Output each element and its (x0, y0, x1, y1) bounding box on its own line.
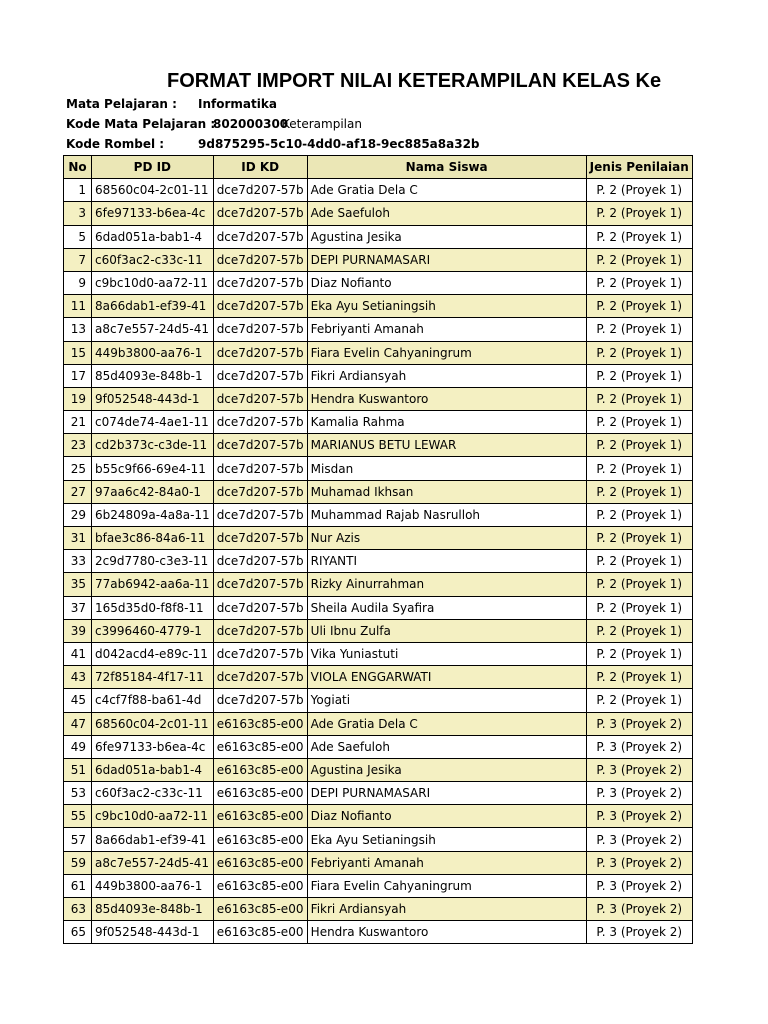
table-row (64, 550, 693, 573)
cell-no[interactable]: 15 (64, 341, 92, 364)
cell-jenis-penilaian[interactable]: P. 2 (Proyek 1) (586, 666, 692, 689)
table-row (64, 573, 693, 596)
cell-pd-id[interactable]: 9f052548-443d-1 (92, 921, 214, 944)
cell-pd-id[interactable]: 8a66dab1-ef39-41 (92, 828, 214, 851)
cell-no[interactable]: 25 (64, 457, 92, 480)
cell-pd-id[interactable]: 6dad051a-bab1-4 (92, 225, 214, 248)
cell-id-kd[interactable]: dce7d207-57b (213, 295, 307, 318)
cell-jenis-penilaian[interactable]: P. 2 (Proyek 1) (586, 550, 692, 573)
cell-no[interactable]: 5 (64, 225, 92, 248)
cell-pd-id[interactable]: 8a66dab1-ef39-41 (92, 295, 214, 318)
cell-pd-id[interactable]: 6dad051a-bab1-4 (92, 758, 214, 781)
cell-jenis-penilaian[interactable]: P. 2 (Proyek 1) (586, 573, 692, 596)
cell-jenis-penilaian[interactable]: P. 2 (Proyek 1) (586, 271, 692, 294)
cell-jenis-penilaian[interactable]: P. 2 (Proyek 1) (586, 503, 692, 526)
cell-no[interactable]: 31 (64, 527, 92, 550)
cell-jenis-penilaian[interactable]: P. 3 (Proyek 2) (586, 712, 692, 735)
cell-nama-siswa[interactable]: Hendra Kuswantoro (307, 921, 586, 944)
cell-id-kd[interactable]: dce7d207-57b (213, 318, 307, 341)
cell-no[interactable]: 29 (64, 503, 92, 526)
cell-id-kd[interactable]: dce7d207-57b (213, 179, 307, 202)
cell-nama-siswa[interactable]: Ade Gratia Dela C (307, 179, 586, 202)
cell-no[interactable]: 37 (64, 596, 92, 619)
cell-id-kd[interactable]: dce7d207-57b (213, 364, 307, 387)
cell-no[interactable]: 59 (64, 851, 92, 874)
cell-no[interactable]: 21 (64, 411, 92, 434)
table-row (64, 689, 693, 712)
cell-nama-siswa[interactable]: Ade Saefuloh (307, 202, 586, 225)
cell-jenis-penilaian[interactable]: P. 2 (Proyek 1) (586, 689, 692, 712)
cell-jenis-penilaian[interactable]: P. 2 (Proyek 1) (586, 596, 692, 619)
table-header-row (64, 156, 693, 179)
cell-jenis-penilaian[interactable]: P. 2 (Proyek 1) (586, 619, 692, 642)
cell-no[interactable]: 61 (64, 874, 92, 897)
cell-jenis-penilaian[interactable]: P. 3 (Proyek 2) (586, 758, 692, 781)
cell-pd-id[interactable]: 449b3800-aa76-1 (92, 341, 214, 364)
cell-nama-siswa[interactable]: Sheila Audila Syafira (307, 596, 586, 619)
cell-pd-id[interactable]: c4cf7f88-ba61-4d (92, 689, 214, 712)
mapel-value: Informatika (198, 97, 277, 111)
cell-id-kd[interactable]: dce7d207-57b (213, 642, 307, 665)
cell-pd-id[interactable]: d042acd4-e89c-11 (92, 642, 214, 665)
cell-pd-id[interactable]: c3996460-4779-1 (92, 619, 214, 642)
cell-id-kd[interactable]: dce7d207-57b (213, 550, 307, 573)
cell-pd-id[interactable]: 9f052548-443d-1 (92, 387, 214, 410)
cell-id-kd[interactable]: dce7d207-57b (213, 202, 307, 225)
cell-nama-siswa[interactable]: Hendra Kuswantoro (307, 387, 586, 410)
cell-jenis-penilaian[interactable]: P. 2 (Proyek 1) (586, 411, 692, 434)
cell-jenis-penilaian[interactable]: P. 2 (Proyek 1) (586, 295, 692, 318)
page-title: FORMAT IMPORT NILAI KETERAMPILAN KELAS Ke (167, 70, 662, 92)
col-header-nama-siswa: Nama Siswa (307, 156, 586, 179)
table-row (64, 619, 693, 642)
cell-pd-id[interactable]: 85d4093e-848b-1 (92, 364, 214, 387)
cell-nama-siswa[interactable]: Ade Gratia Dela C (307, 712, 586, 735)
cell-pd-id[interactable]: c60f3ac2-c33c-11 (92, 782, 214, 805)
cell-jenis-penilaian[interactable]: P. 2 (Proyek 1) (586, 434, 692, 457)
cell-no[interactable]: 51 (64, 758, 92, 781)
cell-jenis-penilaian[interactable]: P. 2 (Proyek 1) (586, 179, 692, 202)
cell-nama-siswa[interactable]: Eka Ayu Setianingsih (307, 828, 586, 851)
cell-no[interactable]: 33 (64, 550, 92, 573)
rombel-value: 9d875295-5c10-4dd0-af18-9ec885a8a32b (198, 137, 480, 151)
cell-nama-siswa[interactable]: Fikri Ardiansyah (307, 898, 586, 921)
cell-nama-siswa[interactable]: RIYANTI (307, 550, 586, 573)
cell-jenis-penilaian[interactable]: P. 3 (Proyek 2) (586, 851, 692, 874)
cell-jenis-penilaian[interactable]: P. 3 (Proyek 2) (586, 805, 692, 828)
cell-id-kd[interactable]: dce7d207-57b (213, 434, 307, 457)
cell-id-kd[interactable]: dce7d207-57b (213, 619, 307, 642)
cell-pd-id[interactable]: cd2b373c-c3de-11 (92, 434, 214, 457)
cell-no[interactable]: 9 (64, 271, 92, 294)
cell-pd-id[interactable]: 2c9d7780-c3e3-11 (92, 550, 214, 573)
cell-id-kd[interactable]: e6163c85-e00 (213, 712, 307, 735)
cell-pd-id[interactable]: c60f3ac2-c33c-11 (92, 248, 214, 271)
cell-jenis-penilaian[interactable]: P. 3 (Proyek 2) (586, 874, 692, 897)
cell-no[interactable]: 53 (64, 782, 92, 805)
cell-jenis-penilaian[interactable]: P. 2 (Proyek 1) (586, 527, 692, 550)
cell-nama-siswa[interactable]: Febriyanti Amanah (307, 318, 586, 341)
cell-nama-siswa[interactable]: Yogiati (307, 689, 586, 712)
cell-id-kd[interactable]: dce7d207-57b (213, 503, 307, 526)
cell-pd-id[interactable]: 6fe97133-b6ea-4c (92, 202, 214, 225)
cell-no[interactable]: 27 (64, 480, 92, 503)
cell-no[interactable]: 41 (64, 642, 92, 665)
meta-kode-mapel (66, 116, 362, 132)
cell-pd-id[interactable]: 165d35d0-f8f8-11 (92, 596, 214, 619)
cell-id-kd[interactable]: dce7d207-57b (213, 341, 307, 364)
cell-no[interactable]: 55 (64, 805, 92, 828)
table-row (64, 225, 693, 248)
cell-nama-siswa[interactable]: Muhammad Rajab Nasrulloh (307, 503, 586, 526)
col-header-id-kd: ID KD (213, 156, 307, 179)
cell-pd-id[interactable]: 77ab6942-aa6a-11 (92, 573, 214, 596)
cell-jenis-penilaian[interactable]: P. 2 (Proyek 1) (586, 642, 692, 665)
cell-pd-id[interactable]: c9bc10d0-aa72-11 (92, 271, 214, 294)
cell-nama-siswa[interactable]: MARIANUS BETU LEWAR (307, 434, 586, 457)
cell-jenis-penilaian[interactable]: P. 2 (Proyek 1) (586, 364, 692, 387)
cell-id-kd[interactable]: dce7d207-57b (213, 480, 307, 503)
cell-pd-id[interactable]: c9bc10d0-aa72-11 (92, 805, 214, 828)
table-row (64, 805, 693, 828)
cell-nama-siswa[interactable]: Uli Ibnu Zulfa (307, 619, 586, 642)
table-row (64, 851, 693, 874)
cell-pd-id[interactable]: c074de74-4ae1-11 (92, 411, 214, 434)
table-row (64, 179, 693, 202)
cell-jenis-penilaian[interactable]: P. 2 (Proyek 1) (586, 248, 692, 271)
cell-nama-siswa[interactable]: DEPI PURNAMASARI (307, 782, 586, 805)
cell-nama-siswa[interactable]: Vika Yuniastuti (307, 642, 586, 665)
kode-mapel-value: 802000300 (213, 117, 289, 131)
cell-pd-id[interactable]: bfae3c86-84a6-11 (92, 527, 214, 550)
cell-pd-id[interactable]: 449b3800-aa76-1 (92, 874, 214, 897)
cell-nama-siswa[interactable]: Diaz Nofianto (307, 805, 586, 828)
cell-nama-siswa[interactable]: DEPI PURNAMASARI (307, 248, 586, 271)
table-row (64, 503, 693, 526)
cell-id-kd[interactable]: e6163c85-e00 (213, 874, 307, 897)
table-row (64, 712, 693, 735)
table-row (64, 271, 693, 294)
col-header-pd-id: PD ID (92, 156, 214, 179)
cell-no[interactable]: 57 (64, 828, 92, 851)
cell-nama-siswa[interactable]: Ade Saefuloh (307, 735, 586, 758)
cell-id-kd[interactable]: e6163c85-e00 (213, 828, 307, 851)
table-row (64, 387, 693, 410)
cell-jenis-penilaian[interactable]: P. 2 (Proyek 1) (586, 480, 692, 503)
table-row (64, 527, 693, 550)
table-row (64, 666, 693, 689)
cell-id-kd[interactable]: dce7d207-57b (213, 666, 307, 689)
cell-pd-id[interactable]: 68560c04-2c01-11 (92, 179, 214, 202)
cell-no[interactable]: 39 (64, 619, 92, 642)
cell-id-kd[interactable]: e6163c85-e00 (213, 805, 307, 828)
cell-no[interactable]: 17 (64, 364, 92, 387)
kode-mapel-label: Kode Mata Pelajaran : (66, 117, 216, 131)
cell-nama-siswa[interactable]: Rizky Ainurrahman (307, 573, 586, 596)
table-row (64, 921, 693, 944)
cell-nama-siswa[interactable]: Febriyanti Amanah (307, 851, 586, 874)
cell-jenis-penilaian[interactable]: P. 3 (Proyek 2) (586, 828, 692, 851)
col-header-no: No (64, 156, 92, 179)
cell-no[interactable]: 45 (64, 689, 92, 712)
cell-pd-id[interactable]: 6b24809a-4a8a-11 (92, 503, 214, 526)
cell-nama-siswa[interactable]: VIOLA ENGGARWATI (307, 666, 586, 689)
mapel-label: Mata Pelajaran : (66, 97, 177, 111)
cell-jenis-penilaian[interactable]: P. 2 (Proyek 1) (586, 318, 692, 341)
table-row (64, 295, 693, 318)
cell-jenis-penilaian[interactable]: P. 3 (Proyek 2) (586, 921, 692, 944)
table-row (64, 248, 693, 271)
cell-pd-id[interactable]: 97aa6c42-84a0-1 (92, 480, 214, 503)
cell-nama-siswa[interactable]: Diaz Nofianto (307, 271, 586, 294)
table-row (64, 202, 693, 225)
table-row (64, 828, 693, 851)
col-header-jenis-penilaian: Jenis Penilaian (586, 156, 692, 179)
cell-no[interactable]: 1 (64, 179, 92, 202)
cell-id-kd[interactable]: dce7d207-57b (213, 527, 307, 550)
table-row (64, 898, 693, 921)
meta-mapel (66, 96, 277, 112)
cell-nama-siswa[interactable]: Misdan (307, 457, 586, 480)
cell-pd-id[interactable]: 85d4093e-848b-1 (92, 898, 214, 921)
cell-nama-siswa[interactable]: Nur Azis (307, 527, 586, 550)
cell-id-kd[interactable]: dce7d207-57b (213, 689, 307, 712)
kode-mapel-extra: Keterampilan (282, 117, 362, 131)
table-row (64, 411, 693, 434)
cell-nama-siswa[interactable]: Kamalia Rahma (307, 411, 586, 434)
cell-id-kd[interactable]: dce7d207-57b (213, 457, 307, 480)
cell-id-kd[interactable]: dce7d207-57b (213, 271, 307, 294)
cell-id-kd[interactable]: dce7d207-57b (213, 596, 307, 619)
cell-pd-id[interactable]: a8c7e557-24d5-41 (92, 851, 214, 874)
table-row (64, 318, 693, 341)
table-row (64, 457, 693, 480)
cell-no[interactable]: 3 (64, 202, 92, 225)
table-row (64, 735, 693, 758)
table-row (64, 480, 693, 503)
cell-no[interactable]: 19 (64, 387, 92, 410)
table-row (64, 341, 693, 364)
cell-nama-siswa[interactable]: Agustina Jesika (307, 225, 586, 248)
cell-no[interactable]: 47 (64, 712, 92, 735)
cell-nama-siswa[interactable]: Fiara Evelin Cahyaningrum (307, 874, 586, 897)
cell-pd-id[interactable]: 6fe97133-b6ea-4c (92, 735, 214, 758)
cell-no[interactable]: 7 (64, 248, 92, 271)
cell-nama-siswa[interactable]: Muhamad Ikhsan (307, 480, 586, 503)
table-row (64, 642, 693, 665)
cell-jenis-penilaian[interactable]: P. 2 (Proyek 1) (586, 341, 692, 364)
cell-pd-id[interactable]: b55c9f66-69e4-11 (92, 457, 214, 480)
cell-id-kd[interactable]: e6163c85-e00 (213, 735, 307, 758)
cell-nama-siswa[interactable]: Eka Ayu Setianingsih (307, 295, 586, 318)
cell-nama-siswa[interactable]: Fiara Evelin Cahyaningrum (307, 341, 586, 364)
cell-id-kd[interactable]: dce7d207-57b (213, 248, 307, 271)
cell-no[interactable]: 63 (64, 898, 92, 921)
cell-pd-id[interactable]: 68560c04-2c01-11 (92, 712, 214, 735)
rombel-label: Kode Rombel : (66, 137, 165, 151)
table-row (64, 782, 693, 805)
cell-pd-id[interactable]: a8c7e557-24d5-41 (92, 318, 214, 341)
cell-jenis-penilaian[interactable]: P. 2 (Proyek 1) (586, 457, 692, 480)
cell-no[interactable]: 43 (64, 666, 92, 689)
cell-no[interactable]: 35 (64, 573, 92, 596)
cell-id-kd[interactable]: e6163c85-e00 (213, 782, 307, 805)
meta-rombel (66, 136, 480, 152)
table-row (64, 364, 693, 387)
table-row (64, 596, 693, 619)
cell-no[interactable]: 23 (64, 434, 92, 457)
table-row (64, 758, 693, 781)
cell-id-kd[interactable]: e6163c85-e00 (213, 758, 307, 781)
cell-pd-id[interactable]: 72f85184-4f17-11 (92, 666, 214, 689)
cell-id-kd[interactable]: e6163c85-e00 (213, 898, 307, 921)
nilai-table (63, 155, 693, 944)
cell-jenis-penilaian[interactable]: P. 3 (Proyek 2) (586, 782, 692, 805)
cell-jenis-penilaian[interactable]: P. 3 (Proyek 2) (586, 735, 692, 758)
cell-nama-siswa[interactable]: Agustina Jesika (307, 758, 586, 781)
table-row (64, 874, 693, 897)
cell-jenis-penilaian[interactable]: P. 2 (Proyek 1) (586, 202, 692, 225)
table-row (64, 434, 693, 457)
cell-id-kd[interactable]: e6163c85-e00 (213, 851, 307, 874)
cell-no[interactable]: 13 (64, 318, 92, 341)
cell-id-kd[interactable]: dce7d207-57b (213, 387, 307, 410)
cell-no[interactable]: 65 (64, 921, 92, 944)
cell-no[interactable]: 49 (64, 735, 92, 758)
cell-nama-siswa[interactable]: Fikri Ardiansyah (307, 364, 586, 387)
cell-id-kd[interactable]: e6163c85-e00 (213, 921, 307, 944)
cell-id-kd[interactable]: dce7d207-57b (213, 411, 307, 434)
cell-id-kd[interactable]: dce7d207-57b (213, 225, 307, 248)
cell-jenis-penilaian[interactable]: P. 3 (Proyek 2) (586, 898, 692, 921)
cell-id-kd[interactable]: dce7d207-57b (213, 573, 307, 596)
cell-jenis-penilaian[interactable]: P. 2 (Proyek 1) (586, 225, 692, 248)
cell-no[interactable]: 11 (64, 295, 92, 318)
cell-jenis-penilaian[interactable]: P. 2 (Proyek 1) (586, 387, 692, 410)
